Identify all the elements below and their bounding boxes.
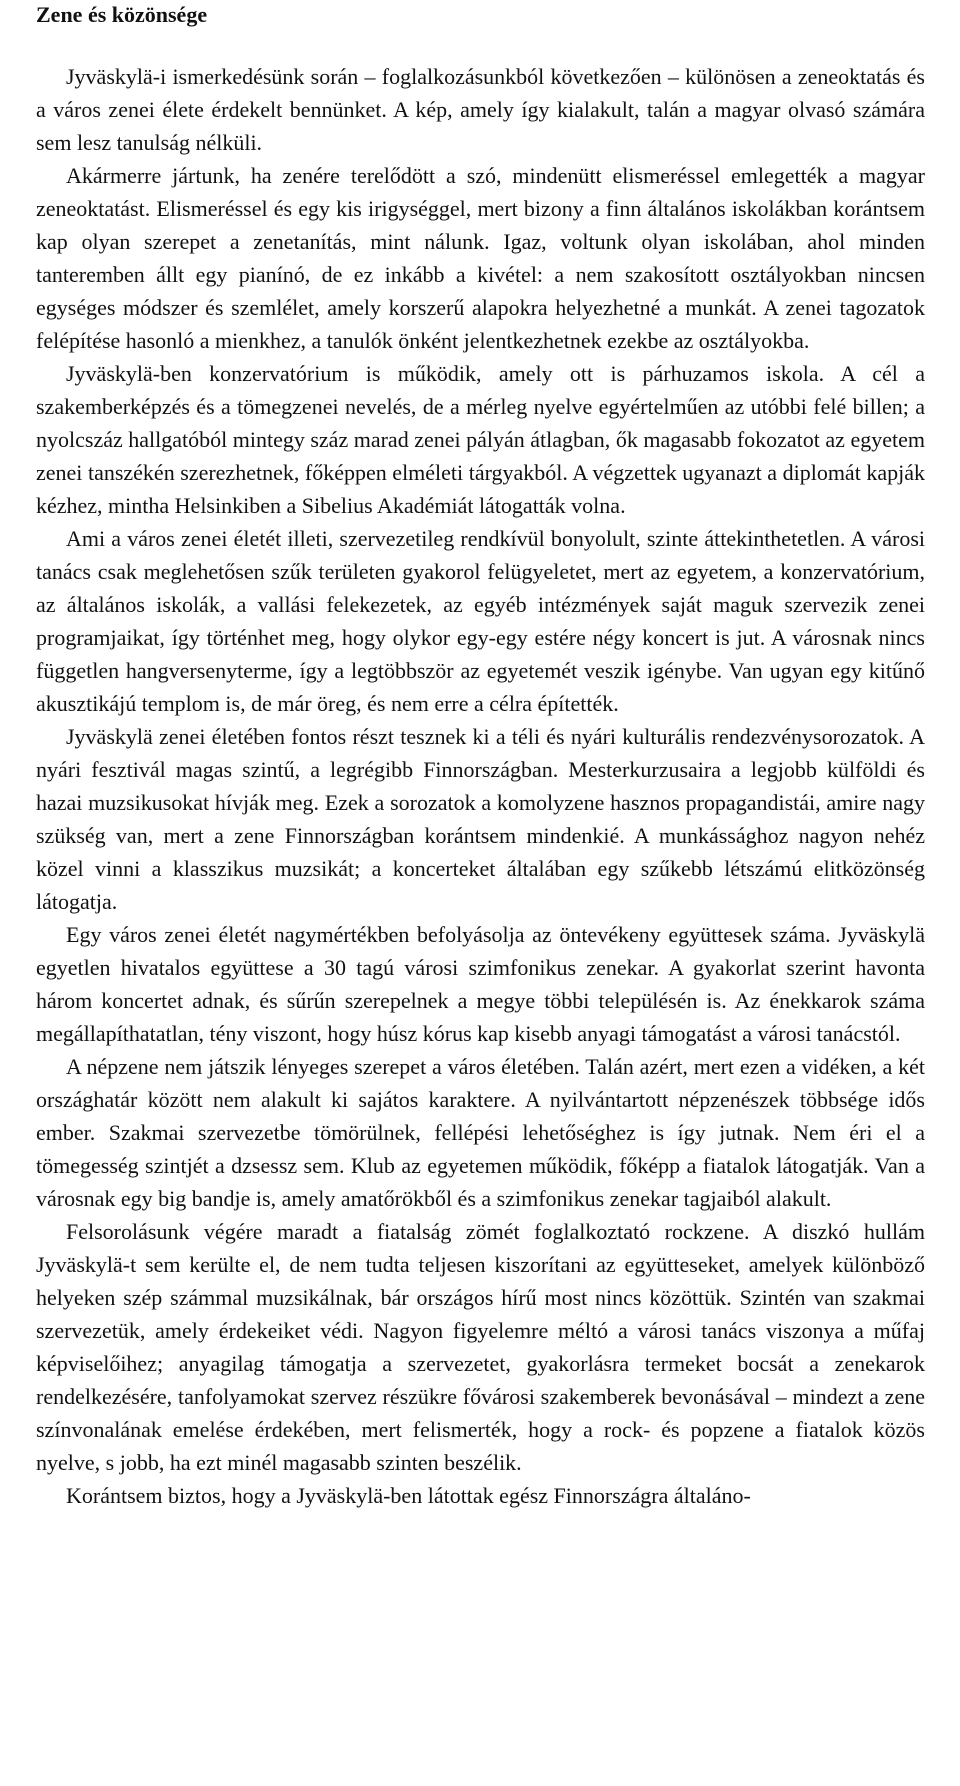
paragraph-5: Jyväskylä zenei életében fontos részt tesznek ki a téli és nyári kulturális rendezvénysorozatok. A nyári fesztivál magas szintű, a legrégibb Finnországban. Mesterkurzusaira a legjobb külföldi és hazai muzsikusokat hívják meg. Ezek a sorozatok a komolyzene hasznos propagandistái, amire nagy szükség van, mert a zene Finnországban korántsem mindenkié. A munkássághoz nagyon nehéz közel vinni a klasszikus muzsikát; a koncerteket általában egy szűkebb létszámú elitközönség látogatja.	[36, 724, 925, 914]
paragraph-2: Akármerre jártunk, ha zenére terelődött a szó, mindenütt elismeréssel emlegették a magyar zeneoktatást. Elismeréssel és egy kis irigységgel, mert bizony a finn általános iskolákban korántsem kap olyan szerepet a zenetanítás, mint nálunk. Igaz, voltunk olyan iskolában, ahol minden tanteremben állt egy pianínó, de ez inkább a kivétel: a nem szakosított osztályokban nincsen egységes módszer és szemlélet, amely korszerű alapokra helyezhetné a munkát. A zenei tagozatok felépítése hasonló a mienkhez, a tanulók önként jelentkezhetnek ezekbe az osztályokba.	[36, 163, 925, 353]
section-heading: Zene és közönsége	[36, 2, 208, 27]
paragraph-1: Jyväskylä-i ismerkedésünk során – foglalkozásunkból következően – különösen a zeneoktatás és a város zenei élete érdekelt bennünket. A kép, amely így kialakult, talán a magyar olvasó számára sem lesz tanulság nélküli.	[36, 64, 925, 155]
paragraph-6: Egy város zenei életét nagymértékben befolyásolja az öntevékeny együttesek száma. Jyväskylä egyetlen hivatalos együttese a 30 tagú városi szimfonikus zenekar. A gyakorlat szerint havonta három koncertet adnak, és sűrűn szerepelnek a megye többi településén is. Az énekkarok száma megállapíthatatlan, tény viszont, hogy húsz kórus kap kisebb anyagi támogatást a városi tanácstól.	[36, 922, 925, 1046]
paragraph-4: Ami a város zenei életét illeti, szervezetileg rendkívül bonyolult, szinte áttekinthetetlen. A városi tanács csak meglehetősen szűk területen gyakorol felügyeletet, mert az egyetem, a konzervatórium, az általános iskolák, a vallási felekezetek, az egyéb intézmények saját maguk szervezik zenei programjaikat, így történhet meg, hogy olykor egy-egy estére négy koncert is jut. A városnak nincs független hangversenyterme, így a legtöbbször az egyetemét veszik igénybe. Van ugyan egy kitűnő akusztikájú templom is, de már öreg, és nem erre a célra építették.	[36, 526, 925, 716]
paragraph-9: Korántsem biztos, hogy a Jyväskylä-ben látottak egész Finnországra általáno-	[66, 1483, 751, 1508]
article-body	[36, 60, 925, 1512]
paragraph-8: Felsorolásunk végére maradt a fiatalság zömét foglalkoztató rockzene. A diszkó hullám Jyväskylä-t sem kerülte el, de nem tudta teljesen kiszorítani az együtteseket, amelyek különböző helyeken szép számmal muzsikálnak, bár országos hírű most nincs közöttük. Szintén van szakmai szervezetük, amely érdekeiket védi. Nagyon figyelemre méltó a városi tanács viszonya a műfaj képviselőihez; anyagilag támogatja a szervezetet, gyakorlásra termeket bocsát a zenekarok rendelkezésére, tanfolyamokat szervez részükre fővárosi szakemberek bevonásával – mindezt a zene színvonalának emelése érdekében, mert felismerték, hogy a rock- és popzene a fiatalok közös nyelve, s jobb, ha ezt minél magasabb szinten beszélik.	[36, 1219, 925, 1475]
paragraph-7: A népzene nem játszik lényeges szerepet a város életében. Talán azért, mert ezen a vidéken, a két országhatár között nem alakult ki sajátos karaktere. A nyilvántartott népzenészek többsége idős ember. Szakmai szervezetbe tömörülnek, fellépési lehetőséghez is így jutnak. Nem éri el a tömegesség szintjét a dzsessz sem. Klub az egyetemen működik, főképp a fiatalok látogatják. Van a városnak egy big bandje is, amely amatőrökből és a szimfonikus zenekar tagjaiból alakult.	[36, 1054, 925, 1211]
paragraph-3: Jyväskylä-ben konzervatórium is működik, amely ott is párhuzamos iskola. A cél a szakemberképzés és a tömegzenei nevelés, de a mérleg nyelve egyértelműen az utóbbi felé billen; a nyolcszáz hallgatóból mintegy száz marad zenei pályán átlagban, ők magasabb fokozatot az egyetem zenei tanszékén szerezhetnek, főképpen elméleti tárgyakból. A végzettek ugyanazt a diplomát kapják kézhez, mintha Helsinkiben a Sibelius Akadémiát látogatták volna.	[36, 361, 925, 518]
